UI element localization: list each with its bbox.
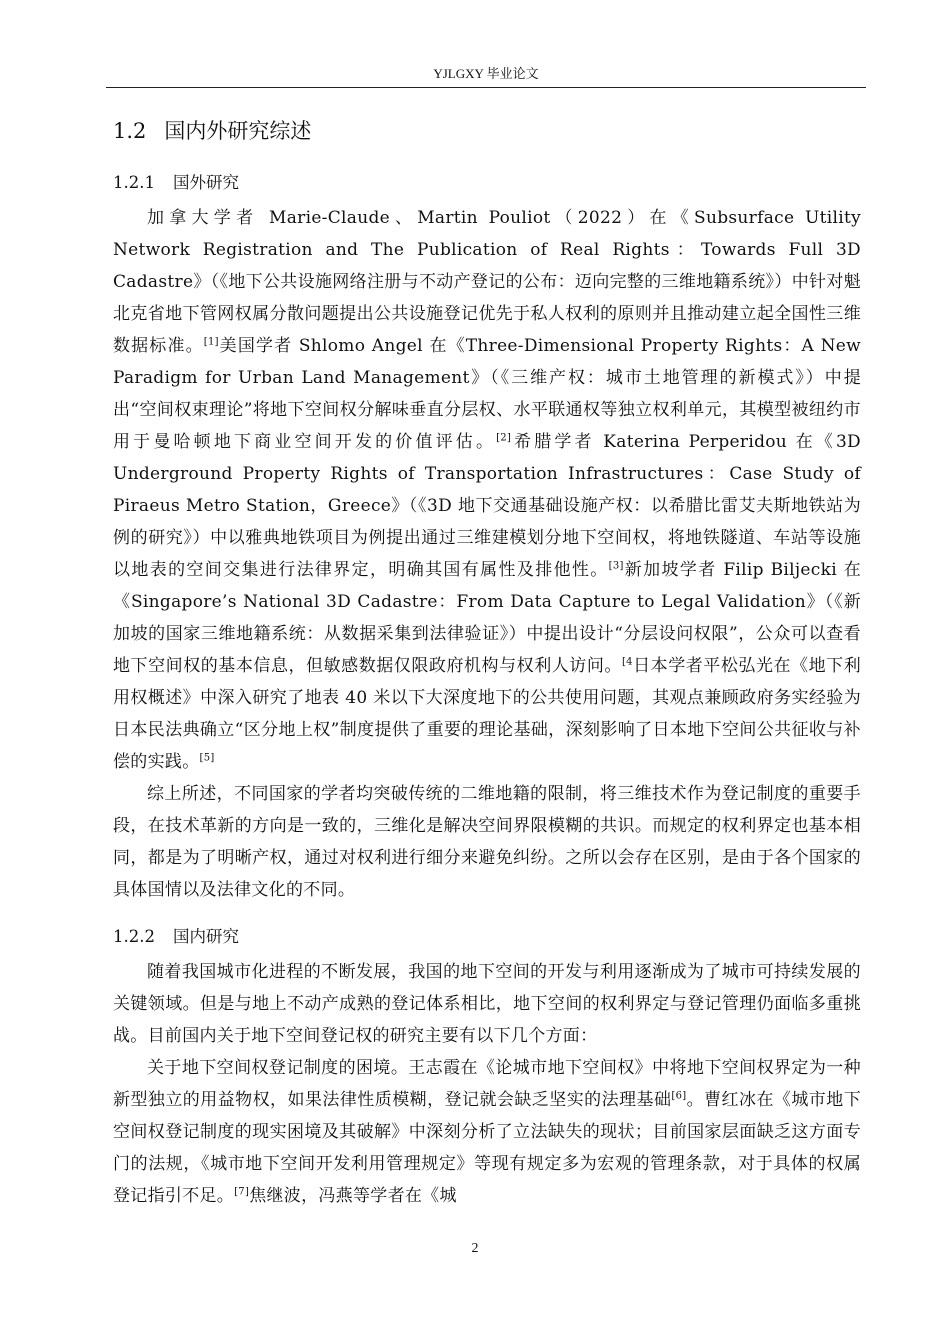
citation: [2] [496, 432, 512, 444]
text-run: 美国学者 Shlomo Angel 在《Three-Dimensional Property Rights：A New Paradigm for Urban Land Management》（《三维产权：城市土地管理的新模式》）中提出“空间权束理论”将地下空间权分解味垂直分层权、水平联通权等独立权利单元，其模型被纽约市用于曼哈顿地下商业空间开发的价值评估。 [113, 336, 861, 452]
citation: [5] [199, 752, 215, 764]
paragraph-registration-dilemma [113, 1052, 861, 1212]
citation: [7] [234, 1186, 250, 1198]
paragraph-summary: 综上所述，不同国家的学者均突破传统的二维地籍的限制，将三维技术作为登记制度的重要手段，在技术革新的方向是一致的，三维化是解决空间界限模糊的共识。而规定的权利界定也基本相同，都是为了明晰产权，通过对权利进行细分来避免纠纷。之所以会存在区别，是由于各个国家的具体国情以及法律文化的不同。 [113, 784, 861, 900]
text-run: 日本学者平松弘光在《地下利用权概述》中深入研究了地表 40 米以下大深度地下的公共使用问题，其观点兼顾政府务实经验为日本民法典确立“区分地上权”制度提供了重要的理论基础，深刻影响了日本地下空间公共征收与补偿的实践。 [113, 656, 861, 772]
page-content [113, 112, 861, 1212]
citation: [4 [621, 656, 633, 668]
subsection-heading-domestic [113, 924, 861, 950]
section-number: 1.2 [113, 119, 147, 143]
subsection-title: 国内研究 [172, 927, 239, 946]
page-number: 2 [471, 1241, 479, 1256]
section-title: 国内外研究综述 [164, 119, 312, 143]
text-run: 希腊学者 Katerina Perperidou 在《3D Underground Property Rights of Transportation Infrastructures：Case Study of Piraeus Metro Station，Greece》（《3D 地下交通基础设施产权：以希腊比雷艾夫斯地铁站为例的研究》）中以雅典地铁项目为例提出通过三维建模划分地下空间权，将地铁隧道、车站等设施以地表的空间交集进行法律界定，明确其国有属性及排他性。 [113, 432, 861, 580]
text-run: 新加坡学者 Filip Biljecki 在《Singapore’s National 3D Cadastre：From Data Capture to Legal Validation》（《新加坡的国家三维地籍系统：从数据采集到法律验证》）中提出设计“分层设问权限”，公众可以查看地下空间权的基本信息，但敏感数据仅限政府机构与权利人访问。 [113, 560, 861, 676]
paragraph-domestic-intro: 随着我国城市化进程的不断发展，我国的地下空间的开发与利用逐渐成为了城市可持续发展的关键领域。但是与地上不动产成熟的登记体系相比，地下空间的权利界定与登记管理仍面临多重挑战。目前国内关于地下空间登记权的研究主要有以下几个方面： [113, 962, 861, 1046]
paragraph-foreign-research [113, 202, 861, 778]
text-run: 加拿大学者 Marie-Claude、Martin Pouliot（2022）在《Subsurface Utility Network Registration and The Publication of Real Rights：Towards Full 3D Cadastre》（《地下公共设施网络注册与不动产登记的公布：迈向完整的三维地籍系统》）中针对魁北克省地下管网权属分散问题提出公共设施登记优先于私人权利的原则并且推动建立起全国性三维数据标准。 [113, 208, 861, 356]
text-run: 。曹红冰在《城市地下空间权登记制度的现实困境及其破解》中深刻分析了立法缺失的现状；目前国家层面缺乏这方面专门的法规，《城市地下空间开发利用管理规定》等现有规定多为宏观的管理条款，对于具体的权属登记指引不足。 [113, 1090, 862, 1206]
subsection-heading-foreign [113, 170, 861, 196]
subsection-number: 1.2.1 [113, 173, 155, 192]
running-header: YJLGXY 毕业论文 [433, 66, 539, 81]
subsection-title: 国外研究 [172, 173, 239, 192]
text-run: 关于地下空间权登记制度的困境。王志霞在《论城市地下空间权》中将地下空间权界定为一种新型独立的用益物权，如果法律性质模糊，登记就会缺乏坚实的法理基础 [113, 1058, 861, 1110]
citation: [6] [671, 1090, 687, 1102]
citation: [3] [608, 560, 624, 572]
text-run: 焦继波，冯燕等学者在《城 [249, 1186, 457, 1206]
header-rule [106, 87, 866, 88]
citation: [1] [203, 336, 219, 348]
subsection-number: 1.2.2 [113, 927, 155, 946]
section-heading [113, 112, 861, 152]
